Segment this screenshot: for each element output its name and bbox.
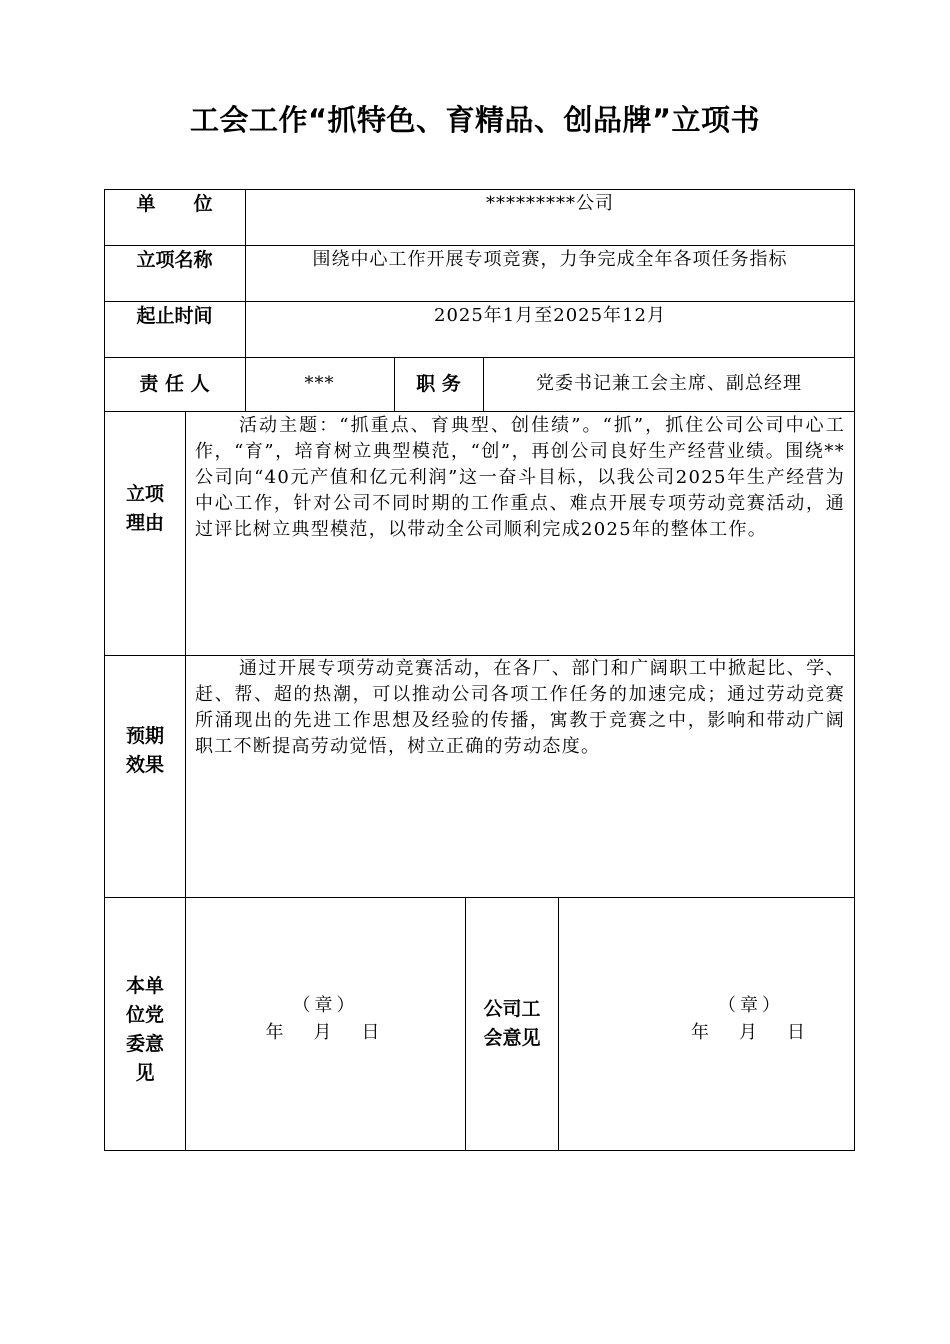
position-label: 职 务 (416, 373, 461, 395)
responsible-value: *** (304, 373, 335, 394)
union-opinion-label: 公司工会意见 (483, 998, 541, 1049)
unit-label: 单 位 (136, 193, 213, 215)
party-date: 年 月 日 (265, 1022, 386, 1043)
unit-value: *********公司 (486, 193, 614, 214)
effect-label: 预期效果 (125, 725, 164, 776)
union-date: 年 月 日 (691, 1022, 811, 1043)
reason-text: 活动主题：“抓重点、育典型、创佳绩”。“抓”，抓住公司公司中心工作，“育”，培育树立典型模范，“创”，再创公司良好生产经营业绩。围绕**公司向“40元产值和亿元利润”这一奋斗目标，以我公司2025年生产经营为中心工作，针对公司不同时期的工作重点、难点开展专项劳动竞赛活动，通过评比树立典型模范，以带动全公司顺利完成2025年的整体工作。 (195, 415, 845, 540)
project-name-label: 立项名称 (136, 249, 213, 271)
document-title: 工会工作“抓特色、育精品、创品牌”立项书 (189, 103, 761, 137)
period-label: 起止时间 (136, 305, 213, 327)
responsible-label: 责 任 人 (139, 373, 210, 395)
union-seal: （章） (718, 995, 784, 1016)
period-value: 2025年1月至2025年12月 (434, 305, 666, 326)
party-committee-opinion-label: 本单位党委意见 (125, 975, 164, 1084)
project-name-value: 围绕中心工作开展专项竞赛，力争完成全年各项任务指标 (312, 249, 788, 270)
position-value: 党委书记兼工会主席、副总经理 (536, 373, 802, 394)
party-seal: （章） (292, 995, 359, 1016)
reason-label: 立项理由 (125, 483, 164, 534)
effect-text: 通过开展专项劳动竞赛活动，在各厂、部门和广阔职工中掀起比、学、赶、帮、超的热潮，可以推动公司各项工作任务的加速完成；通过劳动竞赛所涌现出的先进工作思想及经验的传播，寓教于竞赛之中，影响和带动广阔职工不断提高劳动觉悟，树立正确的劳动态度。 (195, 658, 845, 757)
